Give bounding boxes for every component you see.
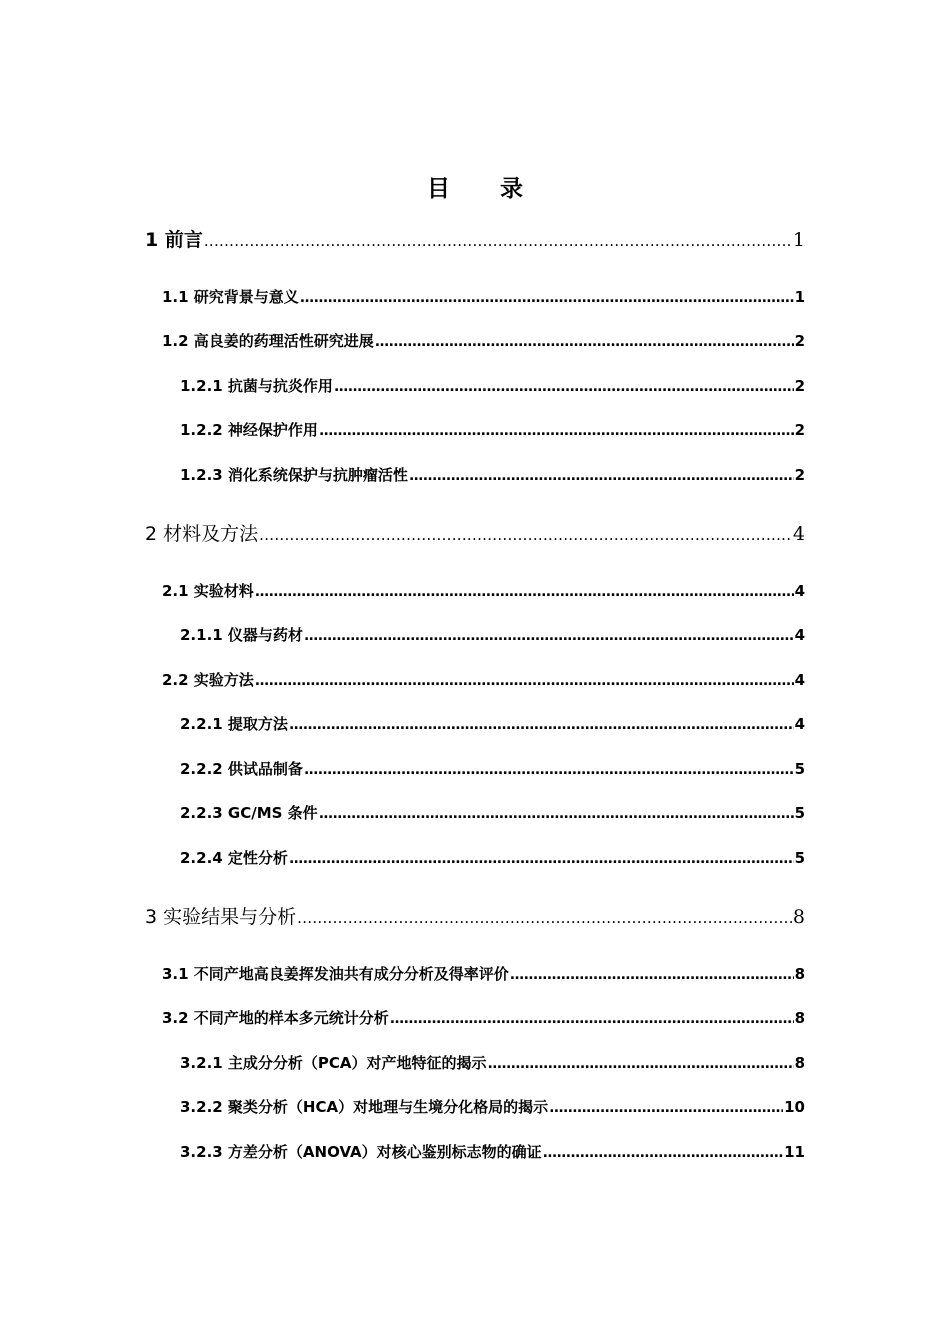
toc-entry-label: 3.1 不同产地高良姜挥发油共有成分分析及得率评价 bbox=[162, 965, 509, 983]
dot-leader bbox=[375, 334, 794, 350]
toc-entry-page: 5 bbox=[794, 804, 805, 822]
toc-entry[interactable] bbox=[180, 802, 805, 823]
toc-entry[interactable] bbox=[162, 330, 805, 351]
dot-leader bbox=[319, 423, 794, 439]
toc-title-char-2: 录 bbox=[500, 176, 523, 202]
toc-entry-page: 10 bbox=[784, 1098, 805, 1116]
dot-leader bbox=[409, 468, 794, 484]
toc-entry-label: 1.1 研究背景与意义 bbox=[162, 288, 299, 306]
toc-entry-page: 8 bbox=[794, 1009, 805, 1027]
toc-entry-page: 5 bbox=[794, 849, 805, 867]
toc-entry[interactable] bbox=[180, 375, 805, 396]
toc-entry-page: 2 bbox=[794, 332, 805, 350]
dot-leader bbox=[549, 1100, 783, 1116]
dot-leader bbox=[289, 851, 794, 867]
toc-entry-page: 8 bbox=[792, 906, 805, 928]
toc-entry[interactable] bbox=[162, 580, 805, 601]
dot-leader bbox=[390, 1011, 794, 1027]
toc-entry-label: 2.1.1 仪器与药材 bbox=[180, 626, 303, 644]
toc-entry[interactable] bbox=[180, 1096, 805, 1117]
toc-entry-label: 3.2.1 主成分分析（PCA）对产地特征的揭示 bbox=[180, 1054, 487, 1072]
dot-leader bbox=[304, 762, 794, 778]
dot-leader bbox=[334, 379, 794, 395]
toc-entry-label: 1 前言 bbox=[145, 229, 203, 251]
toc-entry-label: 2 材料及方法 bbox=[145, 523, 259, 545]
toc-entry-page: 4 bbox=[794, 715, 805, 733]
dot-leader bbox=[297, 909, 792, 927]
toc-title-char-1: 目 bbox=[427, 176, 450, 202]
toc-entry-page: 2 bbox=[794, 377, 805, 395]
toc-entry[interactable] bbox=[145, 902, 805, 929]
dot-leader bbox=[255, 673, 794, 689]
toc-entry-page: 4 bbox=[794, 671, 805, 689]
dot-leader bbox=[259, 526, 792, 544]
dot-leader bbox=[488, 1056, 794, 1072]
toc-entry[interactable] bbox=[162, 286, 805, 307]
dot-leader bbox=[319, 806, 794, 822]
toc-entry-page: 2 bbox=[794, 466, 805, 484]
dot-leader bbox=[510, 967, 794, 983]
toc-entry-label: 1.2 高良姜的药理活性研究进展 bbox=[162, 332, 374, 350]
toc-entry-label: 1.2.2 神经保护作用 bbox=[180, 421, 318, 439]
toc-entry-label: 1.2.3 消化系统保护与抗肿瘤活性 bbox=[180, 466, 408, 484]
toc-entry-page: 1 bbox=[794, 288, 805, 306]
toc-entry[interactable] bbox=[162, 669, 805, 690]
toc-entry-label: 2.2.1 提取方法 bbox=[180, 715, 288, 733]
toc-entry-page: 1 bbox=[792, 229, 805, 251]
toc-entry[interactable] bbox=[180, 1141, 805, 1162]
toc-entry-label: 3.2 不同产地的样本多元统计分析 bbox=[162, 1009, 389, 1027]
toc-entry[interactable] bbox=[145, 225, 805, 252]
dot-leader bbox=[304, 628, 794, 644]
toc-entry-page: 4 bbox=[792, 523, 805, 545]
dot-leader bbox=[204, 232, 792, 250]
toc-entry-page: 4 bbox=[794, 582, 805, 600]
toc-entry-label: 3.2.2 聚类分析（HCA）对地理与生境分化格局的揭示 bbox=[180, 1098, 549, 1116]
toc-entry-label: 1.2.1 抗菌与抗炎作用 bbox=[180, 377, 333, 395]
toc-entry[interactable] bbox=[162, 1007, 805, 1028]
toc-entry[interactable] bbox=[180, 419, 805, 440]
toc-entry[interactable] bbox=[180, 713, 805, 734]
toc-entry-page: 5 bbox=[794, 760, 805, 778]
toc-entry-page: 11 bbox=[784, 1143, 805, 1161]
toc-entry[interactable] bbox=[180, 847, 805, 868]
toc-entry[interactable] bbox=[162, 963, 805, 984]
toc-title bbox=[0, 170, 950, 203]
dot-leader bbox=[543, 1145, 783, 1161]
toc-entry-label: 2.2.3 GC/MS 条件 bbox=[180, 804, 318, 822]
toc-entry-label: 3 实验结果与分析 bbox=[145, 906, 297, 928]
dot-leader bbox=[300, 290, 794, 306]
toc-entry-page: 8 bbox=[794, 1054, 805, 1072]
toc-entry-label: 2.2.4 定性分析 bbox=[180, 849, 288, 867]
toc-entry-page: 2 bbox=[794, 421, 805, 439]
toc-entry[interactable] bbox=[180, 624, 805, 645]
dot-leader bbox=[289, 717, 794, 733]
toc-entry[interactable] bbox=[180, 464, 805, 485]
toc-entry[interactable] bbox=[145, 519, 805, 546]
toc-entry[interactable] bbox=[180, 1052, 805, 1073]
toc-entry[interactable] bbox=[180, 758, 805, 779]
dot-leader bbox=[255, 584, 794, 600]
toc-entry-label: 3.2.3 方差分析（ANOVA）对核心鉴别标志物的确证 bbox=[180, 1143, 542, 1161]
toc-entry-label: 2.2 实验方法 bbox=[162, 671, 254, 689]
toc-entry-label: 2.1 实验材料 bbox=[162, 582, 254, 600]
toc-entry-page: 4 bbox=[794, 626, 805, 644]
toc-entry-page: 8 bbox=[794, 965, 805, 983]
toc-entry-label: 2.2.2 供试品制备 bbox=[180, 760, 303, 778]
